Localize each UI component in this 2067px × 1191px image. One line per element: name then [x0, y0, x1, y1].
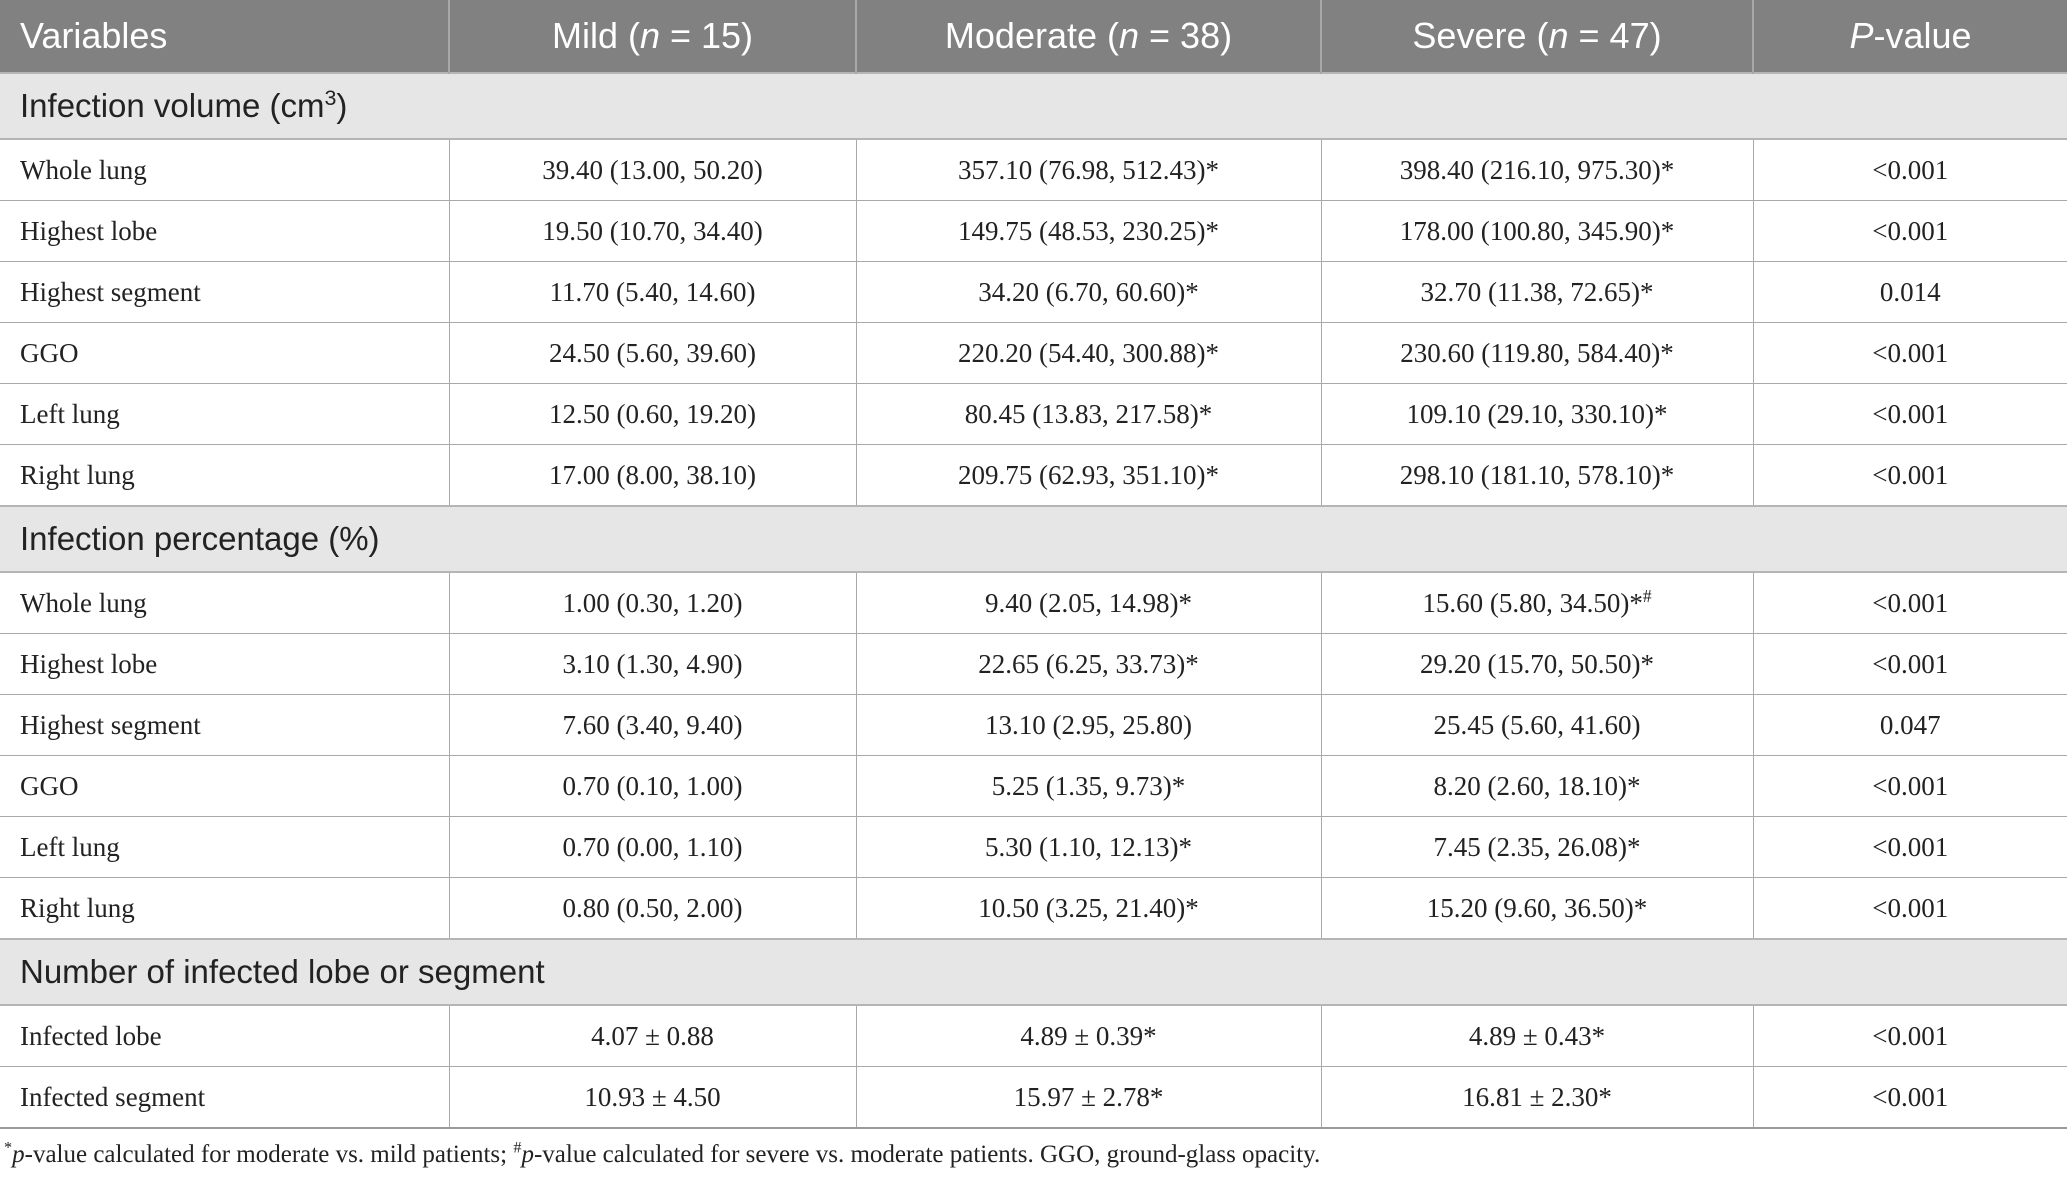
- cell-severe: 109.10 (29.10, 330.10)*: [1321, 384, 1753, 445]
- table-header: [0, 0, 2067, 73]
- cell-variable: Right lung: [0, 878, 449, 940]
- table-row: [0, 817, 2067, 878]
- cell-severe: 15.60 (5.80, 34.50)*#: [1321, 572, 1753, 634]
- cell-mild: 0.70 (0.10, 1.00): [449, 756, 856, 817]
- cell-p-value: <0.001: [1753, 1005, 2067, 1067]
- section-title: Number of infected lobe or segment: [0, 939, 2067, 1005]
- cell-moderate: 220.20 (54.40, 300.88)*: [856, 323, 1321, 384]
- cell-severe: 25.45 (5.60, 41.60): [1321, 695, 1753, 756]
- table-row: [0, 878, 2067, 940]
- table-row: [0, 445, 2067, 507]
- table-row: [0, 323, 2067, 384]
- cell-variable: Whole lung: [0, 139, 449, 201]
- cell-mild: 19.50 (10.70, 34.40): [449, 201, 856, 262]
- cell-p-value: <0.001: [1753, 572, 2067, 634]
- table-footnote: *p-value calculated for moderate vs. mild patients; #p-value calculated for severe vs. moderate patients. GGO, ground-glass opacity.: [4, 1138, 1321, 1168]
- section-title: Infection percentage (%): [0, 506, 2067, 572]
- cell-variable: Highest segment: [0, 262, 449, 323]
- cell-p-value: <0.001: [1872, 1081, 1949, 1112]
- table-body: [0, 73, 2067, 1128]
- cell-moderate: 4.89 ± 0.39*: [856, 1005, 1321, 1067]
- cell-severe: 398.40 (216.10, 975.30)*: [1321, 139, 1753, 201]
- cell-variable: GGO: [0, 756, 449, 817]
- header-variables: Variables: [0, 0, 449, 73]
- table-row: [0, 201, 2067, 262]
- cell-moderate: 22.65 (6.25, 33.73)*: [856, 634, 1321, 695]
- cell-p-value: <0.001: [1872, 892, 1949, 923]
- cell-moderate: 34.20 (6.70, 60.60)*: [856, 262, 1321, 323]
- cell-moderate: 357.10 (76.98, 512.43)*: [856, 139, 1321, 201]
- cell-mild: 10.93 ± 4.50: [449, 1067, 856, 1129]
- cell-variable: Right lung: [0, 445, 449, 507]
- cell-moderate: 15.97 ± 2.78*: [856, 1067, 1321, 1129]
- section-title: Infection volume $(cm^3)$: [0, 73, 2067, 139]
- cell-mild: 1.00 (0.30, 1.20): [449, 572, 856, 634]
- cell-variable: Highest lobe: [0, 201, 449, 262]
- header-p-value: P-value: [1753, 0, 2067, 73]
- cell-variable: Highest segment: [0, 695, 449, 756]
- cell-mild: 12.50 (0.60, 19.20): [449, 384, 856, 445]
- cell-p-value: 0.047: [1753, 695, 2067, 756]
- cell-mild: 0.70 (0.00, 1.10): [449, 817, 856, 878]
- cell-severe: 16.81 ± 2.30*: [1321, 1067, 1753, 1129]
- cell-p-value: <0.001: [1753, 323, 2067, 384]
- cell-p-value: <0.001: [1753, 139, 2067, 201]
- cell-severe: 178.00 (100.80, 345.90)*: [1321, 201, 1753, 262]
- cell-variable: GGO: [0, 323, 449, 384]
- cell-mild: 4.07 ± 0.88: [449, 1005, 856, 1067]
- cell-variable: Whole lung: [0, 572, 449, 634]
- cell-p-value: <0.001: [1753, 817, 2067, 878]
- cell-mild: 11.70 (5.40, 14.60): [449, 262, 856, 323]
- cell-p-value: <0.001: [1753, 634, 2067, 695]
- cell-severe: 15.20 (9.60, 36.50)*: [1321, 878, 1753, 940]
- cell-variable: Left lung: [0, 384, 449, 445]
- cell-severe: 4.89 ± 0.43*: [1321, 1005, 1753, 1067]
- cell-severe: 29.20 (15.70, 50.50)*: [1321, 634, 1753, 695]
- cell-moderate: 10.50 (3.25, 21.40)*: [856, 878, 1321, 940]
- cell-p-value: <0.001: [1872, 459, 1949, 490]
- header-severe: Severe (n = 47): [1321, 0, 1753, 73]
- cell-p-value: <0.001: [1753, 384, 2067, 445]
- cell-mild: 3.10 (1.30, 4.90): [449, 634, 856, 695]
- cell-moderate: 209.75 (62.93, 351.10)*: [856, 445, 1321, 507]
- section-header-row: [0, 506, 2067, 572]
- header-row: [0, 0, 2067, 73]
- table-row: [0, 139, 2067, 201]
- section-header-row: [0, 939, 2067, 1005]
- cell-variable: Highest lobe: [0, 634, 449, 695]
- table-row: [0, 634, 2067, 695]
- cell-severe: 230.60 (119.80, 584.40)*: [1321, 323, 1753, 384]
- table-row: [0, 756, 2067, 817]
- cell-severe: 298.10 (181.10, 578.10)*: [1321, 445, 1753, 507]
- cell-moderate: 5.25 (1.35, 9.73)*: [856, 756, 1321, 817]
- cell-p-value: <0.001: [1753, 756, 2067, 817]
- section-header-row: [0, 73, 2067, 139]
- table-row: [0, 1005, 2067, 1067]
- cell-mild: 17.00 (8.00, 38.10): [449, 445, 856, 507]
- header-mild: Mild (n = 15): [449, 0, 856, 73]
- table-row: [0, 384, 2067, 445]
- cell-moderate: 9.40 (2.05, 14.98)*: [856, 572, 1321, 634]
- cell-p-value: 0.014: [1753, 262, 2067, 323]
- cell-mild: 39.40 (13.00, 50.20): [449, 139, 856, 201]
- cell-moderate: 5.30 (1.10, 12.13)*: [856, 817, 1321, 878]
- cell-mild: 7.60 (3.40, 9.40): [449, 695, 856, 756]
- cell-moderate: 149.75 (48.53, 230.25)*: [856, 201, 1321, 262]
- table-row: [0, 1067, 2067, 1129]
- table-row: [0, 262, 2067, 323]
- cell-mild: 24.50 (5.60, 39.60): [449, 323, 856, 384]
- cell-severe: 7.45 (2.35, 26.08)*: [1321, 817, 1753, 878]
- table-row: [0, 572, 2067, 634]
- cell-variable: Infected lobe: [0, 1005, 449, 1067]
- cell-moderate: 80.45 (13.83, 217.58)*: [856, 384, 1321, 445]
- cell-severe: 8.20 (2.60, 18.10)*: [1321, 756, 1753, 817]
- cell-mild: 0.80 (0.50, 2.00): [449, 878, 856, 940]
- cell-variable: Left lung: [0, 817, 449, 878]
- table-row: [0, 695, 2067, 756]
- cell-severe: 32.70 (11.38, 72.65)*: [1321, 262, 1753, 323]
- cell-variable: Infected segment: [0, 1067, 449, 1129]
- header-moderate: Moderate (n = 38): [856, 0, 1321, 73]
- cell-p-value: <0.001: [1753, 201, 2067, 262]
- cell-moderate: 13.10 (2.95, 25.80): [856, 695, 1321, 756]
